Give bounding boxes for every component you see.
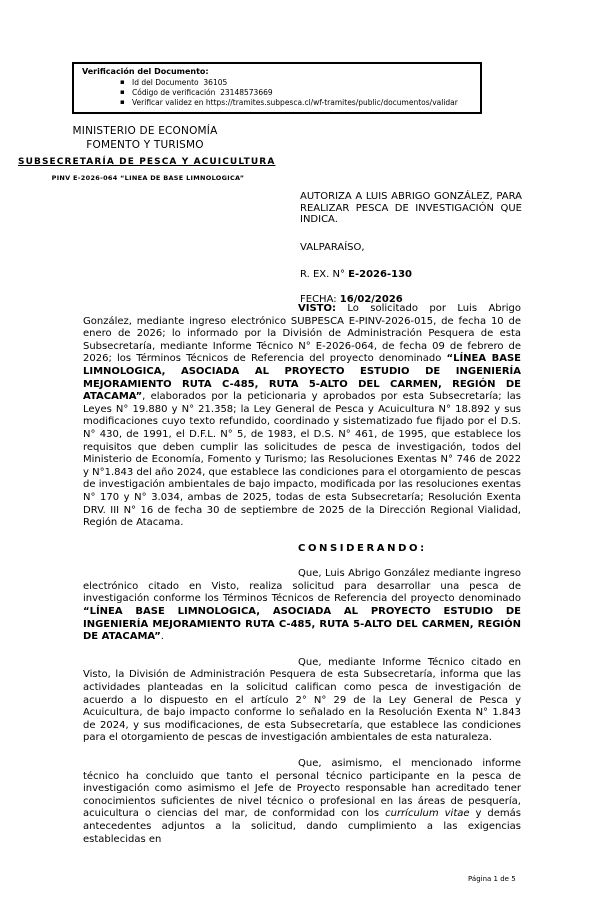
- considerando-p3-text-2: y demás antecedentes adjuntos a la solicitud, dando cumplimiento a las exigencias establecidas en: [83, 808, 522, 845]
- resolution-subject: AUTORIZA A LUIS ABRIGO GONZÁLEZ, PARA REALIZAR PESCA DE INVESTIGACIÓN QUE INDICA.: [300, 191, 522, 226]
- considerando-paragraph-3: [83, 758, 521, 846]
- considerando-p1-text: Que, Luis Abrigo González mediante ingreso electrónico citado en Visto, realiza solicitud para desarrollar una pesca de investigación conforme los Términos Técnicos de Referencia del proyecto denominado: [83, 568, 521, 605]
- visto-text-1: Lo solicitado por Luis Abrigo González, mediante ingreso electrónico SUBPESCA E-PINV-2026-015, de fecha 10 de enero de 2026; lo informado por la División de Administración Pesquera de esta Subsecretaría, mediante Informe Técnico N° E-2026-064, de fecha 09 de febrero de 2026; los Términos Técnicos de Referencia del proyecto denominado: [83, 303, 521, 365]
- considerando-p1-end: .: [160, 631, 164, 643]
- ministry-line1: MINISTERIO DE ECONOMÍA: [72, 125, 218, 137]
- project-reference: PINV E-2026-064 “LINEA DE BASE LIMNOLOGICA”: [51, 174, 245, 182]
- verification-item-url: ▪ Verificar validez en https://tramites.subpesca.cl/wf-tramites/public/documentos/validar: [120, 98, 474, 108]
- ministry-header: [35, 124, 255, 152]
- considerando-paragraph-1: [83, 568, 521, 644]
- page-number: Página 1 de 5: [468, 875, 516, 883]
- resolution-number-label: R. EX. N°: [300, 269, 349, 281]
- visto-label: VISTO:: [298, 303, 336, 314]
- verification-item-document-id: ▪ Id del Documento 36105: [120, 78, 474, 88]
- considerando-p3-text-1: Que, asimismo, el mencionado informe técnico ha concluido que tanto el personal técnico participante en la pesca de investigación como asimismo el Jefe de Proyecto responsable han acreditado tener conocimientos suficientes de nivel técnico o profesional en las áreas de pesquería, acuicultura o ciencias del mar, de conformidad con los: [83, 758, 521, 820]
- document-body: [83, 303, 521, 859]
- subsecretaria-title: SUBSECRETARÍA DE PESCA Y ACUICULTURA: [18, 157, 276, 167]
- visto-project-title: “LÍNEA BASE LIMNOLOGICA, ASOCIADA AL PROYECTO ESTUDIO DE INGENIERÍA MEJORAMIENTO RUTA C-485, RUTA 5-ALTO DEL CARMEN, REGIÓN DE ATACAMA”: [83, 353, 521, 403]
- visto-paragraph: [83, 303, 521, 530]
- considerando-heading: CONSIDERANDO:: [298, 542, 427, 554]
- verification-title: Verificación del Documento:: [82, 67, 209, 76]
- considerando-p1-project: “LÍNEA BASE LIMNOLOGICA, ASOCIADA AL PROYECTO ESTUDIO DE INGENIERÍA MEJORAMIENTO RUTA C-485, RUTA 5-ALTO DEL CARMEN, REGIÓN DE ATACAMA”: [83, 606, 521, 643]
- resolution-date-label: FECHA:: [300, 293, 340, 305]
- considerando-paragraph-2: Que, mediante Informe Técnico citado en Visto, la División de Administración Pesquera de esta Subsecretaría, informa que las actividades planteadas en la solicitud califican como pesca de investigación de acuerdo a lo dispuesto en el artículo 2° N° 29 de la Ley General de Pesca y Acuicultura, de bajo impacto conforme lo señalado en la Resolución Exenta N° 1.843 de 2024, y sus modificaciones, de esta Subsecretaría, que establece las condiciones para el otorgamiento de pescas de investigación ambientales de esta naturaleza.: [83, 656, 521, 744]
- resolution-city: VALPARAÍSO,: [300, 241, 365, 253]
- resolution-number-line: [300, 269, 522, 281]
- visto-text-2: , elaborados por la peticionaria y aprobados por esta Subsecretaría; las Leyes N° 19.880 y N° 21.358; la Ley General de Pesca y Acuicultura N° 18.892 y sus modificaciones cuyo texto refundido, coordinado y sistematizado fue fijado por el D.S. N° 430, de 1991, el D.F.L. N° 5, de 1983, el D.S. N° 461, de 1995, que establece los requisitos que deben cumplir las solicitudes de pesca de investigación, todos del Ministerio de Economía, Fomento y Turismo; las Resoluciones Exentas N° 746 de 2022 y N°1.843 del año 2024, que establece las condiciones para el otorgamiento de pescas de investigación ambientales de bajo impacto, modificada por las resoluciones exentas N° 170 y N° 3.034, ambas de 2025, todas de esta Subsecretaría; Resolución Exenta DRV. III N° 16 de fecha 30 de septiembre de 2025 de la Dirección Regional Vialidad, Región de Atacama.: [83, 391, 521, 529]
- resolution-date-value: 16/02/2026: [339, 293, 403, 305]
- resolution-header: [300, 191, 522, 306]
- verification-box: [72, 62, 482, 114]
- verification-item-code: ▪ Código de verificación 23148573669: [120, 88, 474, 98]
- resolution-number-value: E-2026-130: [348, 269, 412, 281]
- ministry-line2: FOMENTO Y TURISMO: [86, 139, 204, 151]
- considerando-p3-curriculum: currículum vitae: [385, 808, 470, 820]
- verification-list: [82, 78, 474, 107]
